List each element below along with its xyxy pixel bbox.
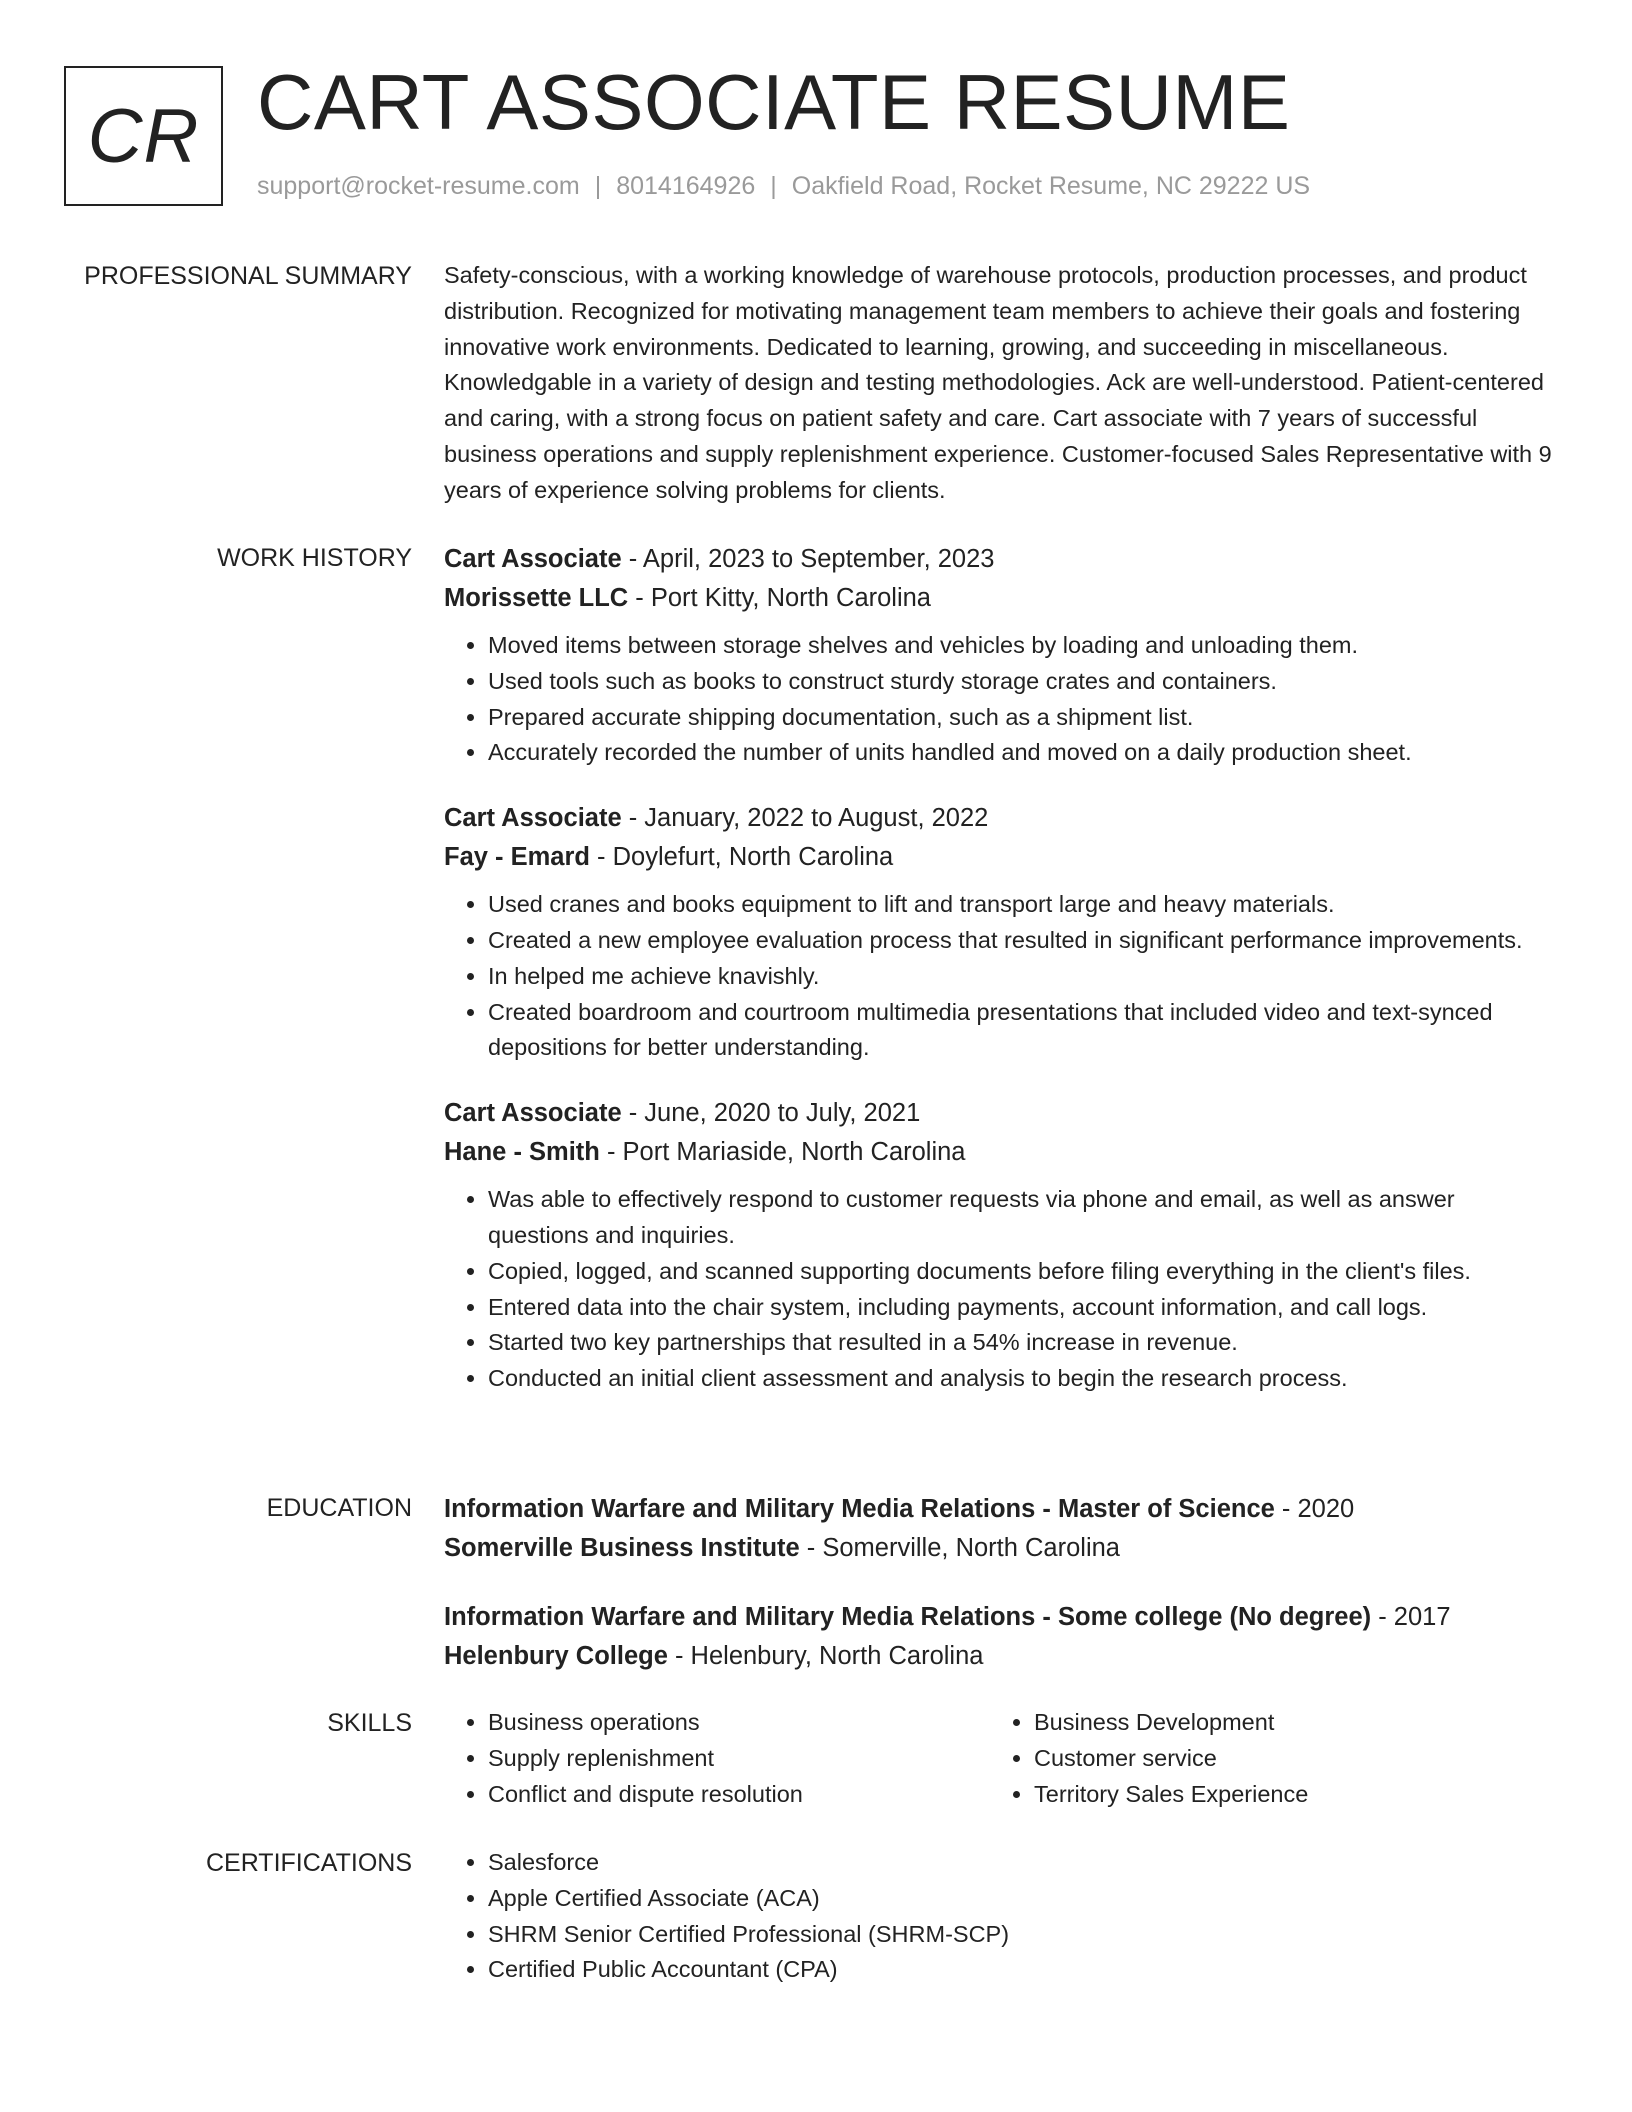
work-history-body (444, 540, 1554, 1425)
education-body (444, 1490, 1554, 1706)
job-bullet: • Accurately recorded the number of units handled and moved on a daily production sheet. (488, 735, 1554, 771)
certification-item: • Certified Public Accountant (CPA) (488, 1952, 1554, 1988)
job-bullets (444, 628, 1554, 771)
education-degree-line (444, 1598, 1554, 1637)
job-title: Cart Associate (444, 545, 622, 573)
education-year: - 2017 (1371, 1603, 1451, 1631)
education-degree-line (444, 1490, 1554, 1529)
job-bullet: • Copied, logged, and scanned supporting documents before filing everything in the client's files. (488, 1254, 1554, 1290)
contact-phone: 8014164926 (616, 172, 756, 200)
page-title: CART ASSOCIATE RESUME (257, 58, 1291, 146)
job-location: - Doylefurt, North Carolina (589, 843, 894, 872)
job-bullet: • Moved items between storage shelves and vehicles by loading and unloading them. (488, 628, 1554, 664)
job-bullet: • In helped me achieve knavishly. (488, 959, 1554, 995)
job-company-line (444, 838, 1554, 877)
certifications-heading: CERTIFICATIONS (205, 1849, 412, 1877)
job-company-line (444, 1133, 1554, 1172)
job-company: Hane - Smith (444, 1138, 600, 1167)
certification-item: • Apple Certified Associate (ACA) (488, 1881, 1554, 1917)
skills-list-left (444, 1705, 990, 1812)
skill-item: • Conflict and dispute resolution (488, 1777, 990, 1813)
summary-text: Safety-conscious, with a working knowledge of warehouse protocols, production processes, and product distribution. Recognized for motivating management team members to achieve their goals and fostering innovative work environments. Dedicated to learning, growing, and succeeding in miscellaneous. Knowledgable in a variety of design and testing methodologies. Ack are well-understood. Patient-centered and caring, with a strong focus on patient safety and care. Cart associate with 7 years of successful business operations and supply replenishment experience. Customer-focused Sales Representative with 9 years of experience solving problems for clients. (444, 262, 1552, 503)
summary-heading: PROFESSIONAL SUMMARY (84, 262, 412, 290)
education-entry (444, 1490, 1554, 1568)
education-degree: Information Warfare and Military Media Relations - Master of Science (444, 1495, 1275, 1523)
job-bullet: • Created a new employee evaluation process that resulted in significant performance improvements. (488, 923, 1554, 959)
skill-item: • Customer service (1034, 1741, 1536, 1777)
education-school-line (444, 1637, 1554, 1676)
job-bullet: • Entered data into the chair system, including payments, account information, and call logs. (488, 1290, 1554, 1326)
education-location: - Helenbury, North Carolina (667, 1642, 984, 1670)
job-title-line (444, 1094, 1554, 1133)
job-dates: - June, 2020 to July, 2021 (621, 1099, 921, 1128)
certifications-body (444, 1845, 1554, 1988)
job-bullets (444, 1182, 1554, 1397)
job-bullet: • Was able to effectively respond to customer requests via phone and email, as well as answer questions and inquiries. (488, 1182, 1554, 1254)
job-location: - Port Mariaside, North Carolina (599, 1138, 966, 1167)
job-company: Fay - Emard (444, 843, 590, 872)
skill-item: • Supply replenishment (488, 1741, 990, 1777)
skill-item: • Territory Sales Experience (1034, 1777, 1536, 1813)
job-bullet: • Started two key partnerships that resulted in a 54% increase in revenue. (488, 1325, 1554, 1361)
job-bullet: • Used tools such as books to construct sturdy storage crates and containers. (488, 664, 1554, 700)
job-entry (444, 540, 1554, 771)
skills-list-right (990, 1705, 1536, 1812)
certification-item: • SHRM Senior Certified Professional (SHRM-SCP) (488, 1917, 1554, 1953)
education-school-line (444, 1529, 1554, 1568)
job-bullet: • Prepared accurate shipping documentation, such as a shipment list. (488, 700, 1554, 736)
education-year: - 2020 (1274, 1495, 1355, 1523)
summary-body (444, 258, 1554, 509)
job-bullet: • Used cranes and books equipment to lift and transport large and heavy materials. (488, 887, 1554, 923)
skills-grid (444, 1705, 1554, 1812)
job-bullets (444, 887, 1554, 1066)
job-entry (444, 1094, 1554, 1397)
job-title: Cart Associate (444, 804, 622, 833)
job-dates: - January, 2022 to August, 2022 (621, 804, 989, 833)
skill-item: • Business operations (488, 1705, 990, 1741)
job-title: Cart Associate (444, 1099, 622, 1128)
education-location: - Somerville, North Carolina (799, 1534, 1120, 1562)
contact-line (257, 172, 1310, 201)
job-bullet: • Conducted an initial client assessment and analysis to begin the research process. (488, 1361, 1554, 1397)
skill-item: • Business Development (1034, 1705, 1536, 1741)
job-bullet: • Created boardroom and courtroom multimedia presentations that included video and text-synced depositions for better understanding. (488, 995, 1554, 1067)
job-title-line (444, 540, 1554, 579)
monogram-logo: CR (64, 66, 223, 206)
contact-separator: | (594, 172, 602, 200)
education-school: Somerville Business Institute (444, 1534, 800, 1562)
job-company-line (444, 579, 1554, 618)
contact-email: support@rocket-resume.com (257, 172, 580, 200)
contact-separator: | (770, 172, 777, 200)
job-entry (444, 799, 1554, 1066)
education-heading: EDUCATION (266, 1494, 412, 1522)
certifications-list (444, 1845, 1554, 1988)
certification-item: • Salesforce (488, 1845, 1554, 1881)
skills-body (444, 1705, 1554, 1812)
job-dates: - April, 2023 to September, 2023 (621, 545, 995, 573)
job-title-line (444, 799, 1554, 838)
skills-heading: SKILLS (327, 1709, 412, 1737)
education-entry (444, 1598, 1554, 1676)
education-degree: Information Warfare and Military Media Relations - Some college (No degree) (444, 1603, 1372, 1631)
job-location: - Port Kitty, North Carolina (628, 584, 931, 612)
work-history-heading: WORK HISTORY (217, 544, 412, 572)
job-company: Morissette LLC (444, 584, 629, 612)
contact-address: Oakfield Road, Rocket Resume, NC 29222 US (791, 172, 1311, 200)
education-school: Helenbury College (444, 1642, 668, 1670)
